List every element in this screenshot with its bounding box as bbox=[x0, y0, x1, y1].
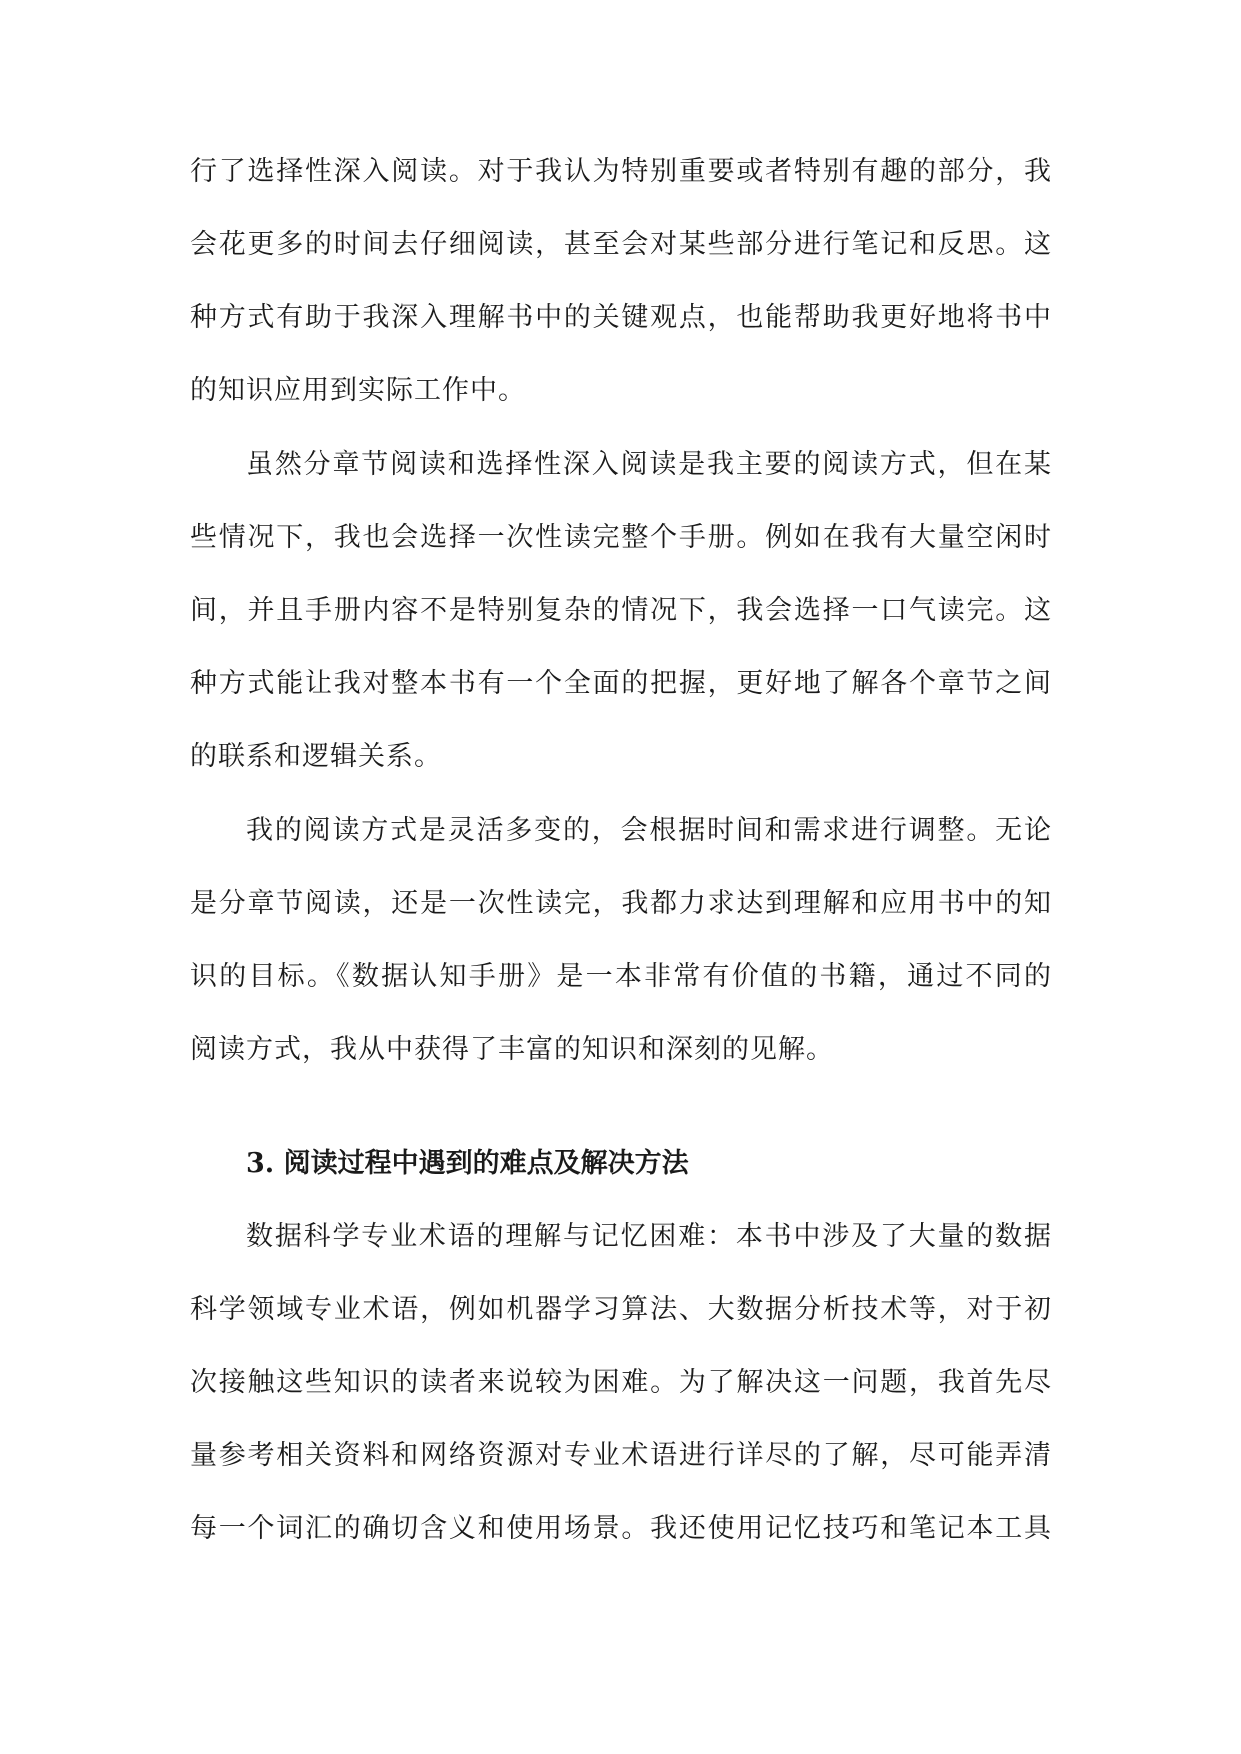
paragraph-line: 每一个词汇的确切含义和使用场景。我还使用记忆技巧和笔记本工具 bbox=[190, 1513, 1052, 1544]
paragraph-first-line: 我的阅读方式是灵活多变的，会根据时间和需求进行调整。无论 bbox=[246, 815, 1052, 846]
paragraph-line: 会花更多的时间去仔细阅读，甚至会对某些部分进行笔记和反思。这 bbox=[190, 229, 1052, 260]
paragraph-first-line: 虽然分章节阅读和选择性深入阅读是我主要的阅读方式，但在某 bbox=[246, 449, 1052, 480]
section-heading: 3. 阅读过程中遇到的难点及解决方法 bbox=[246, 1148, 689, 1179]
paragraph-line: 些情况下，我也会选择一次性读完整个手册。例如在我有大量空闲时 bbox=[190, 522, 1052, 553]
paragraph-line: 的联系和逻辑关系。 bbox=[190, 741, 442, 772]
paragraph-line: 的知识应用到实际工作中。 bbox=[190, 375, 526, 406]
paragraph-first-line: 数据科学专业术语的理解与记忆困难：本书中涉及了大量的数据 bbox=[246, 1221, 1052, 1252]
paragraph-line: 行了选择性深入阅读。对于我认为特别重要或者特别有趣的部分，我 bbox=[190, 156, 1052, 187]
paragraph-line: 识的目标。《数据认知手册》是一本非常有价值的书籍，通过不同的 bbox=[190, 961, 1052, 992]
paragraph-line: 是分章节阅读，还是一次性读完，我都力求达到理解和应用书中的知 bbox=[190, 888, 1052, 919]
paragraph-line: 种方式能让我对整本书有一个全面的把握，更好地了解各个章节之间 bbox=[190, 668, 1052, 699]
paragraph-line: 种方式有助于我深入理解书中的关键观点，也能帮助我更好地将书中 bbox=[190, 302, 1052, 333]
paragraph-line: 科学领域专业术语，例如机器学习算法、大数据分析技术等，对于初 bbox=[190, 1294, 1052, 1325]
paragraph-line: 量参考相关资料和网络资源对专业术语进行详尽的了解，尽可能弄清 bbox=[190, 1440, 1052, 1471]
paragraph-line: 阅读方式，我从中获得了丰富的知识和深刻的见解。 bbox=[190, 1034, 834, 1065]
paragraph-line: 次接触这些知识的读者来说较为困难。为了解决这一问题，我首先尽 bbox=[190, 1367, 1052, 1398]
paragraph-line: 间，并且手册内容不是特别复杂的情况下，我会选择一口气读完。这 bbox=[190, 595, 1052, 626]
